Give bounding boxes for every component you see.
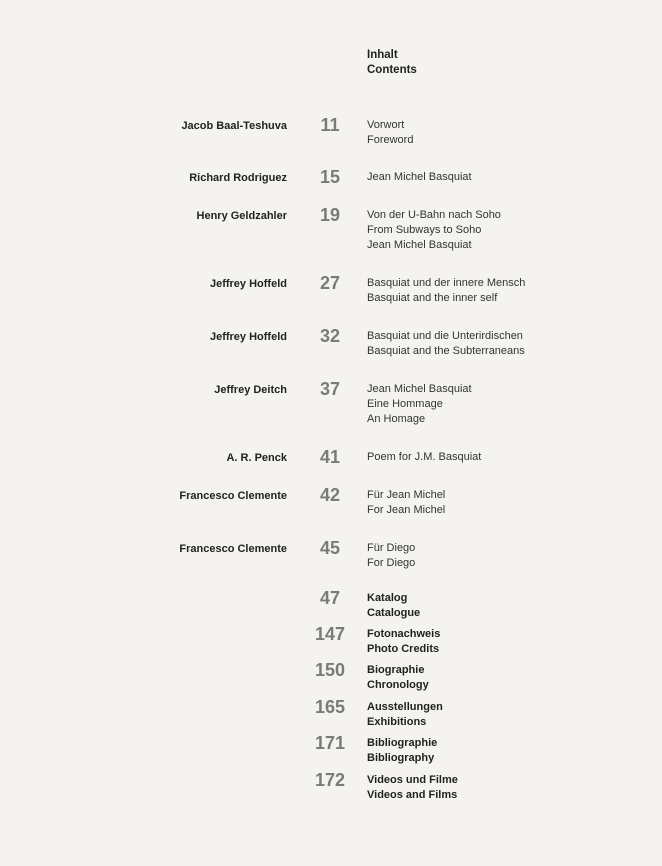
entry-author: Jeffrey Hoffeld [209, 278, 287, 290]
entry-author: Jacob Baal-Teshuva [181, 120, 287, 132]
entry-page-number: 147 [314, 624, 346, 644]
entry-titles [367, 329, 525, 359]
entry-title-line: Videos und Filme [367, 774, 458, 786]
entry-title-line: Videos and Films [367, 789, 458, 801]
entry-page-number: 41 [319, 447, 341, 467]
entry-titles [367, 700, 443, 730]
entry-title-line: Jean Michel Basquiat [367, 239, 472, 251]
entry-titles [367, 663, 429, 693]
entry-author: Jeffrey Deitch [214, 384, 287, 396]
entry-titles [367, 450, 481, 465]
entry-title-line: For Jean Michel [367, 504, 446, 516]
entry-title-line: Photo Credits [367, 643, 440, 655]
entry-title-line: Von der U-Bahn nach Soho [367, 209, 501, 221]
entry-title-line: From Subways to Soho [367, 224, 482, 236]
entry-title-line: Bibliographie [367, 737, 438, 749]
entry-title-line: Jean Michel Basquiat [367, 383, 472, 395]
entry-page-number: 45 [319, 538, 341, 558]
entry-page-number: 11 [320, 115, 340, 135]
contents-heading [367, 48, 417, 78]
entry-page-number: 32 [319, 326, 341, 346]
entry-author: A. R. Penck [226, 452, 287, 464]
entry-title-line: Biographie [367, 664, 425, 676]
entry-author: Richard Rodriguez [189, 172, 287, 184]
entry-page-number: 165 [314, 697, 346, 717]
entry-title-line: Chronology [367, 679, 429, 691]
entry-author: Francesco Clemente [179, 543, 287, 555]
entry-page-number: 47 [319, 588, 341, 608]
entry-page-number: 172 [314, 770, 346, 790]
entry-title-line: Basquiat and the inner self [367, 292, 498, 304]
entry-page-number: 171 [314, 733, 346, 753]
entry-title-line: Ausstellungen [367, 701, 443, 713]
entry-titles [367, 118, 413, 148]
entry-page-number: 27 [319, 273, 341, 293]
entry-titles [367, 488, 445, 518]
entry-title-line: Vorwort [367, 119, 405, 131]
entry-titles [367, 541, 415, 571]
heading-english: Contents [367, 64, 417, 76]
entry-titles [367, 736, 437, 766]
entry-author: Henry Geldzahler [196, 210, 287, 222]
entry-titles [367, 170, 472, 185]
entry-title-line: Katalog [367, 592, 408, 604]
entry-titles [367, 591, 420, 621]
entry-title-line: Basquiat und der innere Mensch [367, 277, 526, 289]
entry-title-line: Bibliography [367, 752, 435, 764]
entry-titles [367, 208, 501, 253]
entry-page-number: 15 [319, 167, 341, 187]
entry-title-line: Foreword [367, 134, 414, 146]
entry-title-line: Eine Hommage [367, 398, 443, 410]
entry-titles [367, 627, 440, 657]
entry-title-line: Für Jean Michel [367, 489, 446, 501]
entry-title-line: Catalogue [367, 607, 421, 619]
entry-author: Francesco Clemente [179, 490, 287, 502]
entry-titles [367, 276, 525, 306]
entry-page-number: 19 [319, 205, 341, 225]
entry-title-line: An Homage [367, 413, 426, 425]
entry-title-line: Jean Michel Basquiat [367, 171, 472, 183]
heading-german: Inhalt [367, 49, 398, 61]
entry-title-line: For Diego [367, 557, 416, 569]
entry-title-line: Exhibitions [367, 716, 427, 728]
entry-title-line: Poem for J.M. Basquiat [367, 451, 482, 463]
entry-titles [367, 773, 458, 803]
entry-title-line: Für Diego [367, 542, 416, 554]
entry-page-number: 37 [319, 379, 341, 399]
entry-title-line: Basquiat and the Subterraneans [367, 345, 525, 357]
entry-titles [367, 382, 472, 427]
entry-title-line: Basquiat und die Unterirdischen [367, 330, 523, 342]
entry-author: Jeffrey Hoffeld [209, 331, 287, 343]
entry-page-number: 42 [319, 485, 341, 505]
entry-page-number: 150 [314, 660, 346, 680]
entry-title-line: Fotonachweis [367, 628, 441, 640]
